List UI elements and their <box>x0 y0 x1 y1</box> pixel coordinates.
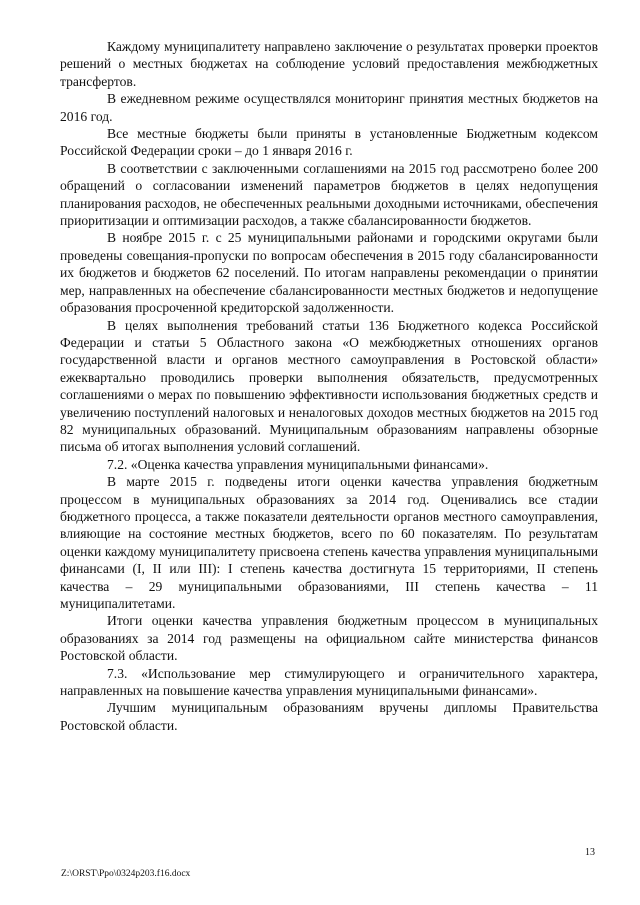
document-body <box>60 38 598 734</box>
paragraph: Каждому муниципалитету направлено заключение о результатах проверки проектов решений о местных бюджетах на соблюдение условий предоставления межбюджетных трансфертов. <box>60 39 598 89</box>
paragraph: В марте 2015 г. подведены итоги оценки качества управления бюджетным процессом в муниципальных образованиях за 2014 год. Оценивались все стадии бюджетного процесса, а также показатели деятельности органов местного самоуправления, влияющие на состояние местных бюджетов, всего по 60 показателям. По результатам оценки каждому муниципалитету присвоена степень качества управления муниципальными финансами (I, II или III): I степень качества достигнута 15 территориями, II степень качества – 29 муниципальными образованиями, III степень качества – 11 муниципалитетами. <box>60 474 598 611</box>
paragraph: В соответствии с заключенными соглашениями на 2015 год рассмотрено более 200 обращений о согласовании изменений параметров бюджетов в целях недопущения планирования расходов, не обеспеченных реальными доходными источниками, обеспечения приоритизации и оптимизации расходов, а также сбалансированности бюджетов. <box>60 160 598 229</box>
file-path-footer: Z:\ORST\Ppo\0324p203.f16.docx <box>61 869 191 879</box>
paragraph: Все местные бюджеты были приняты в установленные Бюджетным кодексом Российской Федерации сроки – до 1 января 2016 г. <box>60 126 598 159</box>
page-number: 13 <box>585 847 595 858</box>
paragraph: Итоги оценки качества управления бюджетным процессом в муниципальных образованиях за 2014 год размещены на официальном сайте министерства финансов Ростовской области. <box>60 613 598 664</box>
paragraph: В ноябре 2015 г. с 25 муниципальными районами и городскими округами были проведены совещания-пропуски по вопросам обеспечения в 2015 году сбалансированности их бюджетов и бюджетов 62 поселений. По итогам направлены рекомендации о принятии мер, направленных на обеспечение сбалансированности местных бюджетов и недопущение образования просроченной кредиторской задолженности. <box>60 230 598 316</box>
paragraph: В ежедневном режиме осуществлялся мониторинг принятия местных бюджетов на 2016 год. <box>60 91 598 124</box>
paragraph: В целях выполнения требований статьи 136 Бюджетного кодекса Российской Федерации и статьи 5 Областного закона «О межбюджетных отношениях органов государственной власти и органов местного самоуправления в Ростовской области» ежеквартально проводились проверки выполнения обязательств, предусмотренных соглашениями о мерах по повышению эффективности использования бюджетных средств и увеличению поступлений налоговых и неналоговых доходов местных бюджетов на 2015 год 82 муниципальных образований. Муниципальным образованиям направлены обзорные письма об итогах выполнения условий соглашений. <box>60 317 598 455</box>
section-heading-7-3: 7.3. «Использование мер стимулирующего и ограничительного характера, направленных на повышение качества управления муниципальными финансами». <box>60 665 598 699</box>
paragraph: Лучшим муниципальным образованиям вручены дипломы Правительства Ростовской области. <box>60 700 598 733</box>
section-heading-7-2: 7.2. «Оценка качества управления муниципальными финансами». <box>107 456 489 472</box>
